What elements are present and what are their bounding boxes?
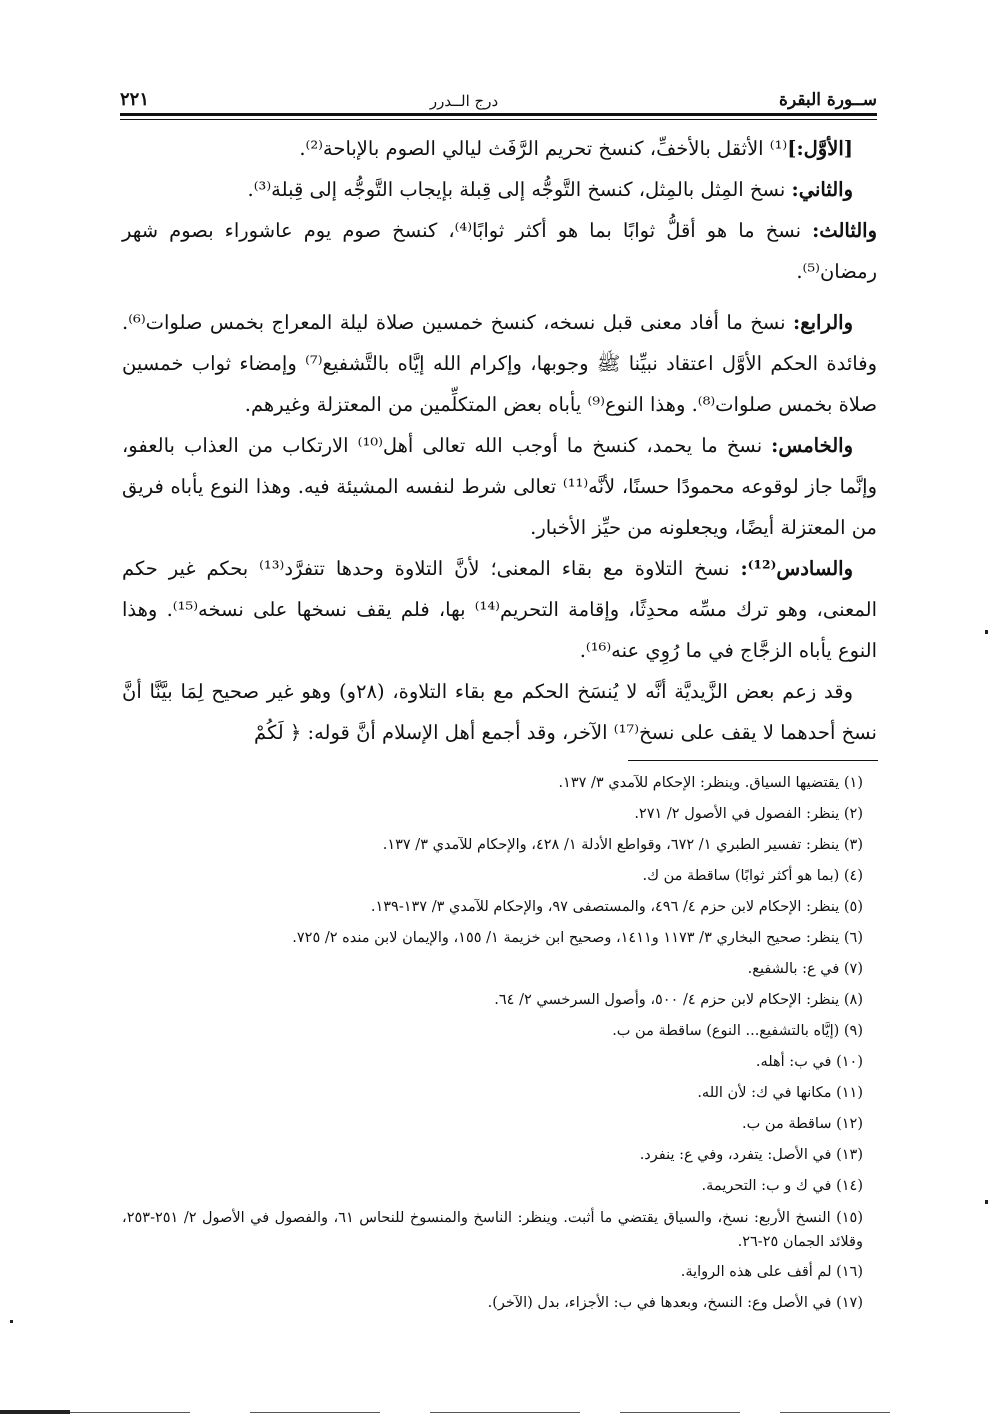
footnote-8: (٨) ينظر: الإحكام لابن حزم ٤/ ٥٠٠، وأصول السرخسي ٢/ ٦٤.: [494, 992, 863, 1008]
paragraph-text: نسخ ما أفاد معنى قبل نسخه، كنسخ خمسين صلاة ليلة المعراج بخمس صلوات⁽⁶⁾. وفائدة الحكم الأوَّل اعتقاد نبيِّنا ﷺ وجوبها، وإكرام الله إيَّاه بالتَّشفيع⁽⁷⁾ وإمضاء ثواب خمسين صلاة بخمس صلوات⁽⁸⁾. وهذا النوع⁽⁹⁾ يأباه بعض المتكلِّمين من المعتزلة وغيرهم.: [122, 311, 877, 416]
footnote-14: (١٤) في ك و ب: التحريمة.: [701, 1178, 863, 1194]
paragraph-lead: والخامس:: [771, 434, 853, 457]
paragraph-text: نسخ ما هو أقلُّ ثوابًا بما هو أكثر ثوابًا⁽⁴⁾، كنسخ صوم يوم عاشوراء بصوم شهر رمضان⁽⁵⁾.: [122, 219, 877, 283]
footnote-separator: [628, 760, 878, 761]
running-title: درج الــدرر: [429, 92, 499, 110]
header-rule-thin: [120, 119, 877, 120]
footnotes-list: [122, 768, 877, 1319]
paragraph-sixth: [122, 548, 877, 671]
paragraph-second: [122, 169, 877, 210]
paragraph-lead: والرابع:: [793, 311, 853, 334]
paragraph-lead: [الأوَّل:]: [787, 137, 853, 160]
footnote-6: (٦) ينظر: صحيح البخاري ٣/ ١١٧٣ و١٤١١، وصحيح ابن خزيمة ١/ ١٥٥، والإيمان لابن منده ٢/ ٧٢٥.: [292, 930, 863, 946]
paragraph-seventh: [122, 671, 877, 753]
paragraph-fifth: [122, 425, 877, 548]
page-number: ٢٢١: [120, 89, 150, 110]
footnote-1: (١) يقتضيها السياق. وينظر: الإحكام للآمدي ٣/ ١٣٧.: [558, 775, 863, 791]
paragraph-lead: والثاني:: [791, 178, 853, 201]
paragraph-lead: والسادس⁽¹²⁾:: [740, 557, 853, 580]
paragraph-lead: والثالث:: [812, 219, 877, 242]
paragraph-third: [122, 210, 877, 292]
footnote-9: (٩) (إيَّاه بالتشفيع... النوع) ساقطة من ب.: [612, 1023, 863, 1039]
footnote-10: (١٠) في ب: أهله.: [755, 1054, 863, 1070]
page-header: [120, 80, 877, 110]
footnote-5: (٥) ينظر: الإحكام لابن حزم ٤/ ٤٩٦، والمستصفى ٩٧، والإحكام للآمدي ٣/ ١٣٧-١٣٩.: [370, 899, 863, 915]
paragraph-text: نسخ المِثل بالمِثل، كنسخ التَّوجُّه إلى قِبلة بإيجاب التَّوجُّه إلى قِبلة⁽³⁾.: [247, 178, 792, 201]
footnote-12: (١٢) ساقطة من ب.: [742, 1116, 863, 1132]
footnote-2: (٢) ينظر: الفصول في الأصول ٢/ ٢٧١.: [634, 806, 863, 822]
paragraph-first: [122, 128, 877, 169]
footnote-3: (٣) ينظر: تفسير الطبري ١/ ٦٧٢، وقواطع الأدلة ١/ ٤٢٨، والإحكام للآمدي ٣/ ١٣٧.: [382, 837, 863, 853]
paragraph-text: ⁽¹⁾ الأثقل بالأخفِّ، كنسخ تحريم الرَّفَث ليالي الصوم بالإباحة⁽²⁾.: [299, 137, 788, 160]
footnote-16: (١٦) لم أقف على هذه الرواية.: [680, 1264, 863, 1280]
paragraph-text: نسخ ما يحمد، كنسخ ما أوجب الله تعالى أهل⁽¹⁰⁾ الارتكاب من العذاب بالعفو، وإنَّما جاز لوقوعه محمودًا حسنًا، لأنَّه⁽¹¹⁾ تعالى شرط لنفسه المشيئة فيه. وهذا النوع يأباه فريق من المعتزلة أيضًا، ويجعلونه من حيِّز الأخبار.: [122, 434, 877, 539]
footnote-7: (٧) في ع: بالشفيع.: [747, 961, 863, 977]
paragraph-text: نسخ التلاوة مع بقاء المعنى؛ لأنَّ التلاوة وحدها تتفرَّد⁽¹³⁾ بحكم غير حكم المعنى، وهو ترك مسِّه محدِثًا، وإقامة التحريم⁽¹⁴⁾ بها، فلم يقف نسخها على نسخه⁽¹⁵⁾. وهذا النوع يأباه الزجَّاج في ما رُوِي عنه⁽¹⁶⁾.: [122, 557, 877, 662]
main-text: [122, 128, 877, 753]
surah-title: ســورة البقرة: [779, 90, 877, 110]
header-rule-thick: [120, 113, 877, 116]
paragraph-text: وقد زعم بعض الزَّيديَّة أنَّه لا يُنسَخ الحكم مع بقاء التلاوة، (٢٨و) وهو غير صحيح لِمَا بيَّنَّا أنَّ نسخ أحدهما لا يقف على نسخ⁽¹⁷⁾ الآخر، وقد أجمع أهل الإسلام أنَّ قوله: ﴿ لَكُمْ: [122, 680, 877, 744]
paragraph-fourth: [122, 302, 877, 425]
footnote-11: (١١) مكانها في ك: لأن الله.: [697, 1085, 863, 1101]
footnote-15: (١٥) النسخ الأربع: نسخ، والسياق يقتضي ما أثبت. وينظر: الناسخ والمنسوخ للنحاس ٦١، والفصول في الأصول ٢/ ٢٥١-٢٥٣، وقلائد الجمان ٢٥-٢٦.: [122, 1210, 863, 1250]
footnote-13: (١٣) في الأصل: يتفرد، وفي ع: ينفرد.: [639, 1147, 863, 1163]
footnote-17: (١٧) في الأصل وع: النسخ، وبعدها في ب: الأجزاء، بدل (الآخر).: [487, 1295, 863, 1311]
footnote-4: (٤) (بما هو أكثر ثوابًا) ساقطة من ك.: [642, 868, 863, 884]
